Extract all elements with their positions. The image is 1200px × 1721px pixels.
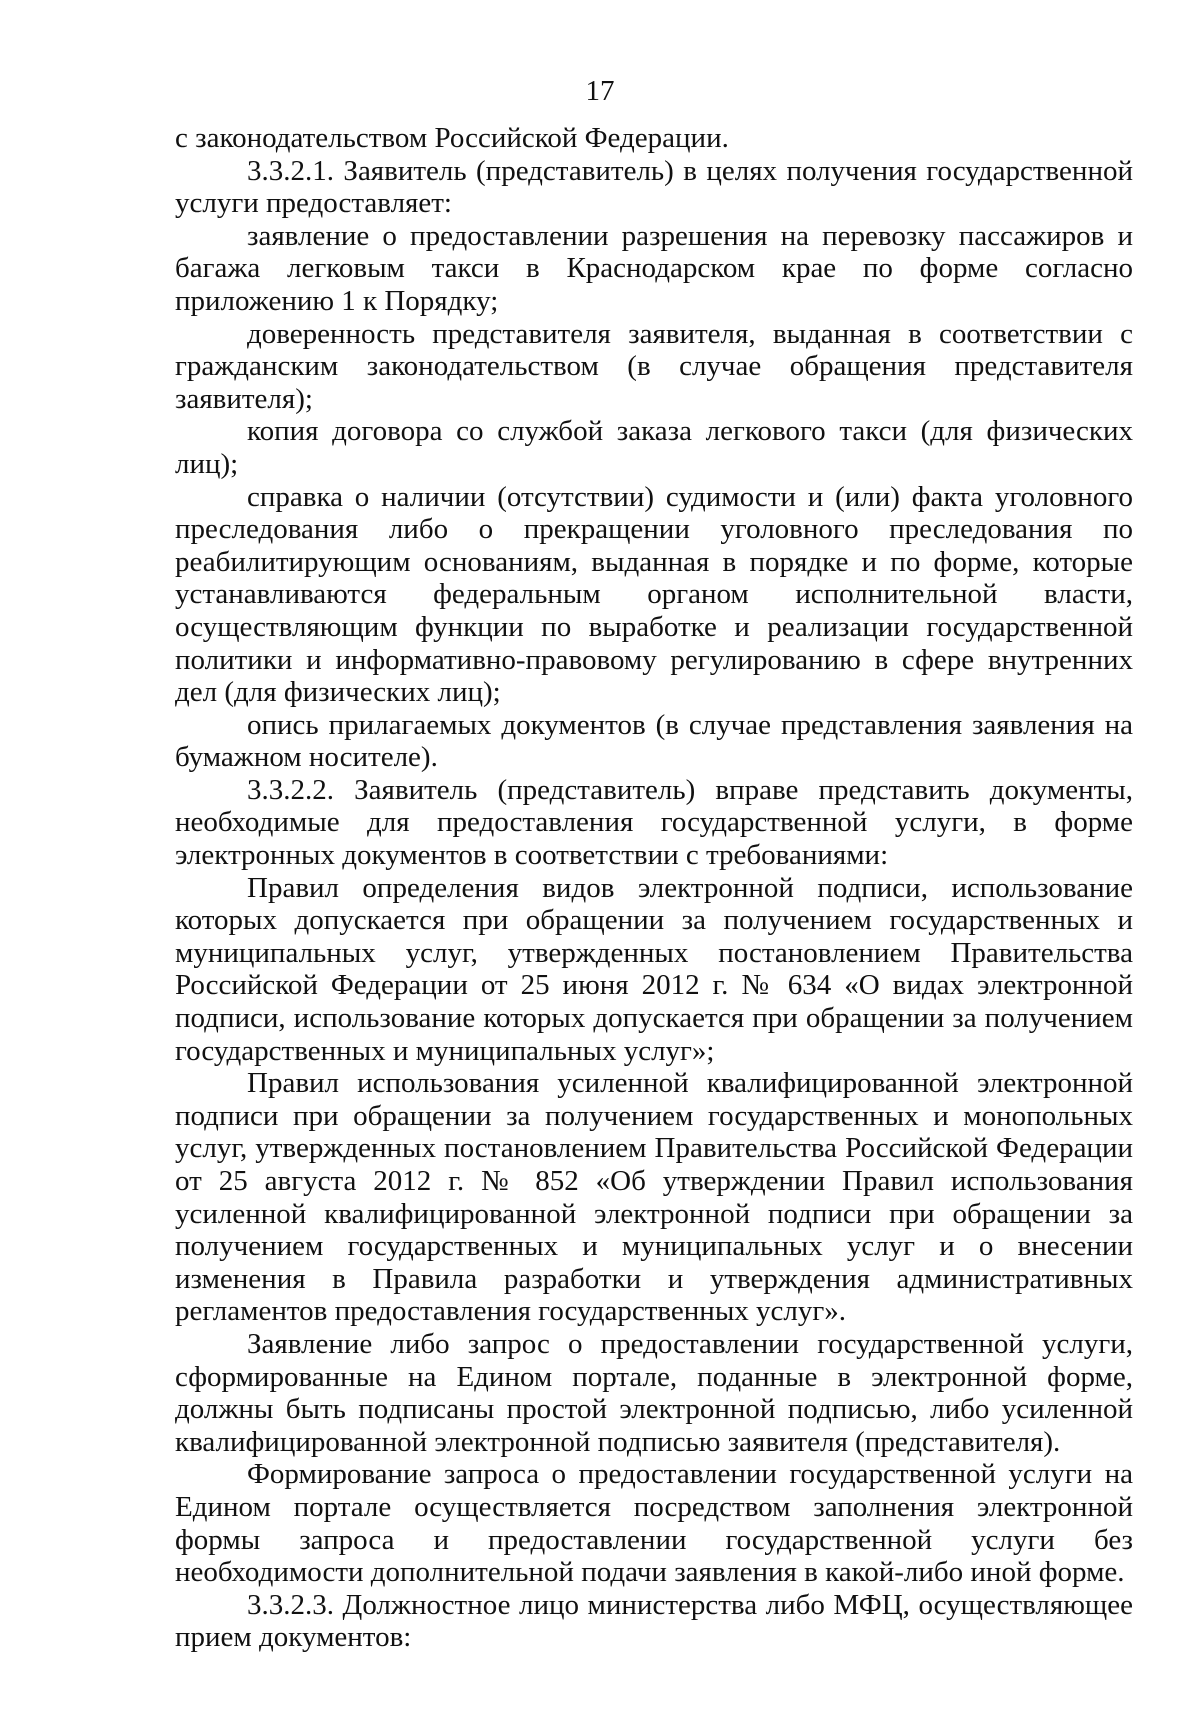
paragraph: Правил определения видов электронной подписи, использование которых допускается при обращении за получением государственных и муниципальных услуг, утвержденных постановлением Правительства Российской Федерации от 25 июня 2012 г. № 634 «О видах электронной подписи, использование которых допускается при обращении за получением государственных и муниципальных услуг»;	[175, 871, 1133, 1067]
paragraph: Формирование запроса о предоставлении государственной услуги на Едином портале осуществляется посредством заполнения электронной формы запроса и предоставлении государственной услуги без необходимости дополнительной подачи заявления в какой-либо иной форме.	[175, 1458, 1133, 1589]
paragraph: Заявление либо запрос о предоставлении государственной услуги, сформированные на Едином портале, поданные в электронной форме, должны быть подписаны простой электронной подписью, либо усиленной квалифицированной электронной подписью заявителя (представителя).	[175, 1327, 1133, 1458]
paragraph: 3.3.2.3. Должностное лицо министерства либо МФЦ, осуществляющее прием документов:	[175, 1588, 1133, 1654]
page-number: 17	[585, 75, 615, 107]
paragraph: справка о наличии (отсутствии) судимости и (или) факта уголовного преследования либо о прекращении уголовного преследования по реабилитирующим основаниям, выданная в порядке и по форме, которые устанавливаются федеральным органом исполнительной власти, осуществляющим функции по выработке и реализации государственной политики и информативно-правовому регулированию в сфере внутренних дел (для физических лиц);	[175, 480, 1133, 709]
paragraph: опись прилагаемых документов (в случае представления заявления на бумажном носителе).	[175, 708, 1133, 774]
paragraph: доверенность представителя заявителя, выданная в соответствии с гражданским законодательством (в случае обращения представителя заявителя);	[175, 317, 1133, 415]
paragraph: копия договора со службой заказа легкового такси (для физических лиц);	[175, 415, 1133, 480]
paragraph: 3.3.2.2. Заявитель (представитель) вправе представить документы, необходимые для предоставления государственной услуги, в форме электронных документов в соответствии с требованиями:	[175, 773, 1133, 872]
paragraph: с законодательством Российской Федерации.	[175, 122, 729, 154]
paragraph: 3.3.2.1. Заявитель (представитель) в целях получения государственной услуги предоставляет:	[175, 154, 1133, 220]
paragraph: заявление о предоставлении разрешения на перевозку пассажиров и багажа легковым такси в Краснодарском крае по форме согласно приложению 1 к Порядку;	[175, 219, 1133, 317]
document-body	[175, 122, 1133, 1654]
paragraph: Правил использования усиленной квалифицированной электронной подписи при обращении за получением государственных и монопольных услуг, утвержденных постановлением Правительства Российской Федерации от 25 августа 2012 г. № 852 «Об утверждении Правил использования усиленной квалифицированной электронной подписи при обращении за получением государственных и муниципальных услуг и о внесении изменения в Правила разработки и утверждения административных регламентов предоставления государственных услуг».	[175, 1067, 1133, 1328]
